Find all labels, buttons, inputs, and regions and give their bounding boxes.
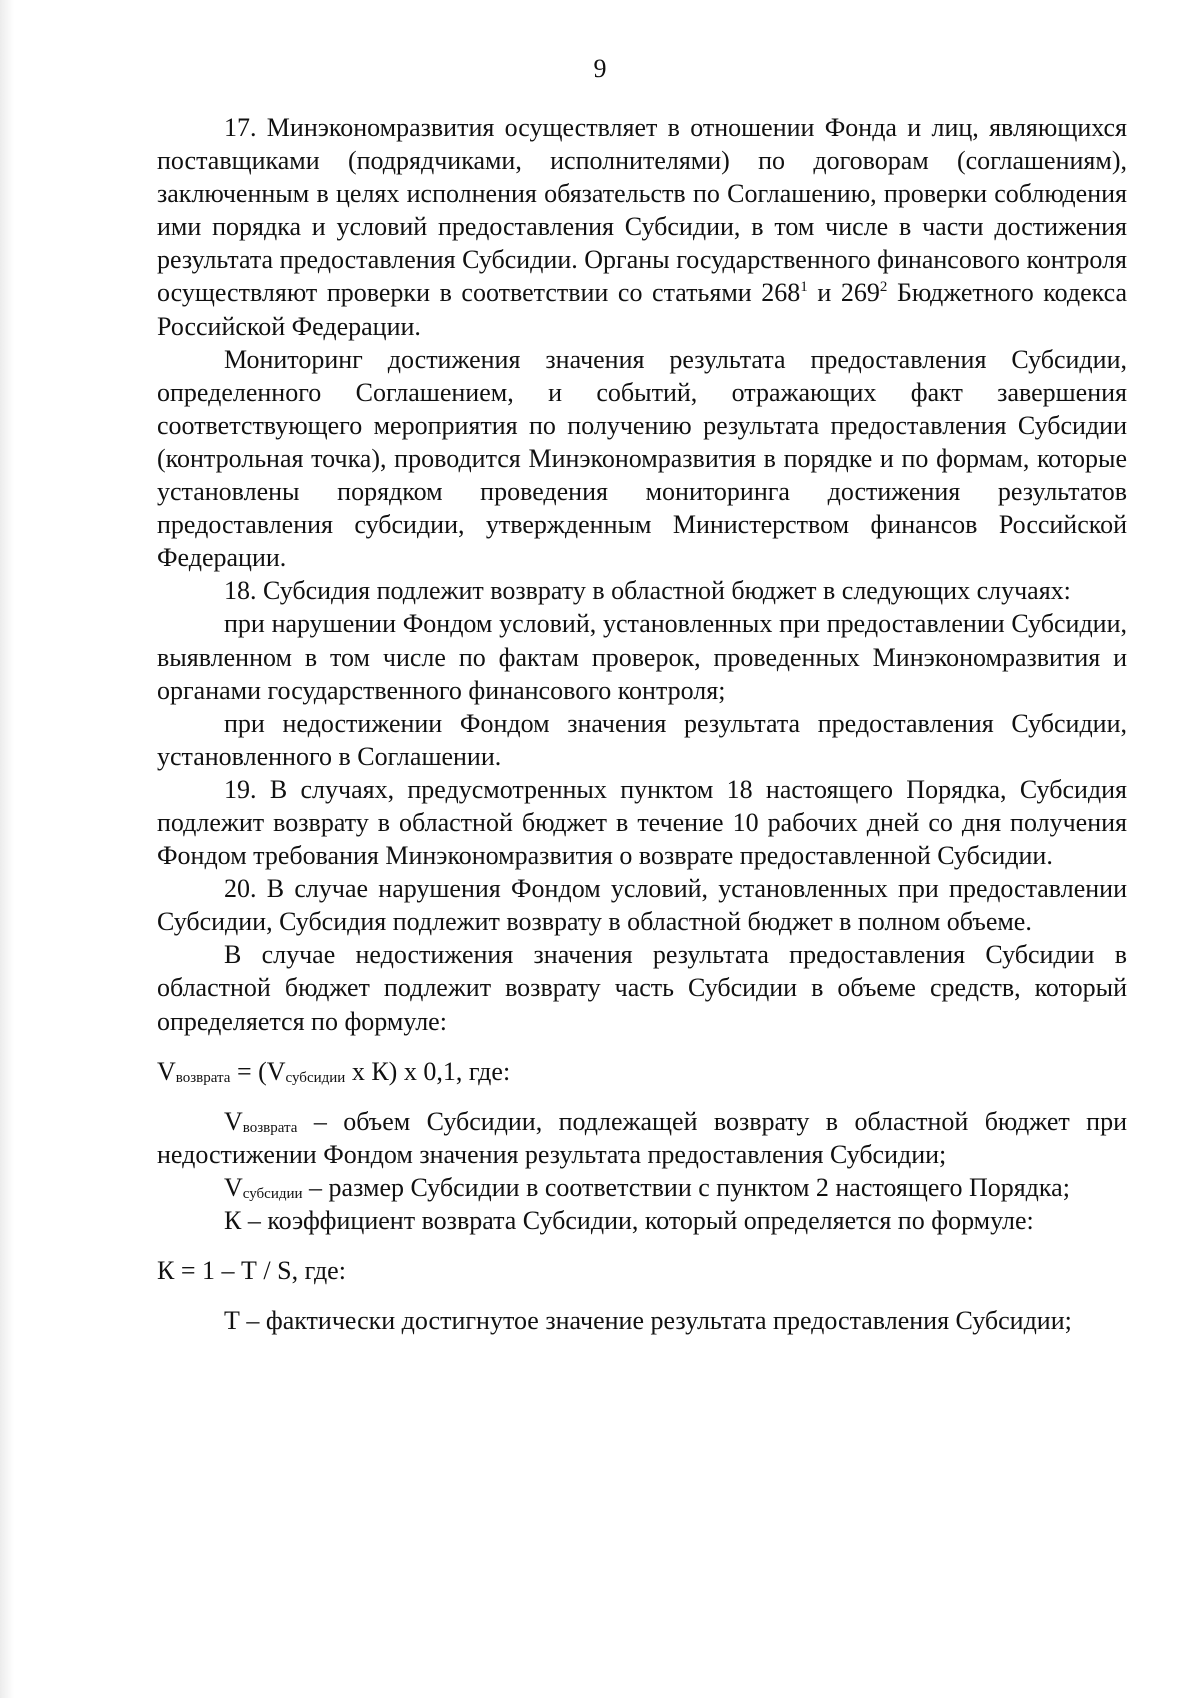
- paragraph-17-text: 17. Минэкономразвития осуществляет в отношении Фонда и лиц, являющихся поставщиками (подрядчиками, исполнителями) по договорам (соглашениям), заключенным в целях исполнения обязательств по Соглашению, проверки соблюдения ими порядка и условий предоставления Субсидии, в том числе в части достижения результата предоставления Субсидии. Органы государственного финансового контроля осуществляют проверки в соответствии со статьями 268: [157, 113, 1127, 308]
- formula-coefficient: К = 1 – Т / S, где:: [157, 1256, 346, 1286]
- formula-equals: = (V: [230, 1056, 286, 1086]
- paragraph-monitoring: Мониторинг достижения значения результата предоставления Субсидии, определенного Соглашением, и событий, отражающих факт завершения соответствующего мероприятия по получению результата предоставления Субсидии (контрольная точка), проводится Минэкономразвития в порядке и по формам, которые установлены порядком проведения мониторинга достижения результатов предоставления субсидии, утвержденным Министерством финансов Российской Федерации.: [157, 344, 1127, 573]
- document-body: [157, 111, 1127, 1337]
- formula-sub-return: возврата: [175, 1069, 231, 1086]
- paragraph-20-underachievement: В случае недостижения значения результата предоставления Субсидии в областной бюджет подлежит возврату часть Субсидии в объеме средств, который определяется по формуле:: [157, 940, 1127, 1036]
- paragraph-18-case-violation: при нарушении Фондом условий, установленных при предоставлении Субсидии, выявленном в том числе по фактам проверок, проведенных Минэкономразвития и органами государственного финансового контроля;: [157, 609, 1127, 705]
- definition-v-subsidy: [157, 1171, 1127, 1204]
- definition-t: Т – фактически достигнутое значение результата предоставления Субсидии;: [224, 1306, 1072, 1336]
- scan-edge-shadow: [0, 0, 14, 1698]
- definition-v-subsidy-sub: субсидии: [242, 1185, 303, 1202]
- definition-v-subsidy-text: – размер Субсидии в соответствии с пунктом 2 настоящего Порядка;: [302, 1172, 1070, 1202]
- formula-return-volume: [157, 1055, 1127, 1088]
- paragraph-19: 19. В случаях, предусмотренных пунктом 18 настоящего Порядка, Субсидия подлежит возврату в областной бюджет в течение 10 рабочих дней со дня получения Фондом требования Минэкономразвития о возврате предоставленной Субсидии.: [157, 774, 1127, 871]
- definition-v-return: [157, 1105, 1127, 1171]
- definition-v-return-sub: возврата: [242, 1119, 298, 1136]
- article-268-superscript: 1: [800, 279, 808, 296]
- paragraph-17-text-2: и 269: [807, 278, 880, 308]
- formula-v: V: [157, 1056, 176, 1086]
- page-number: 9: [593, 54, 607, 83]
- paragraph-17-text-3: Бюджетного кодекса Российской Федерации.: [157, 278, 1127, 341]
- paragraph-20: 20. В случае нарушения Фондом условий, установленных при предоставлении Субсидии, Субсидия подлежит возврату в областной бюджет в полном объеме.: [157, 874, 1127, 937]
- definition-k: К – коэффициент возврата Субсидии, который определяется по формуле:: [224, 1206, 1034, 1235]
- paragraph-17: [157, 111, 1127, 343]
- paragraph-18: 18. Субсидия подлежит возврату в областной бюджет в следующих случаях:: [224, 576, 1071, 606]
- article-269-superscript: 2: [879, 279, 888, 296]
- paragraph-18-case-underachievement: при недостижении Фондом значения результата предоставления Субсидии, установленного в Соглашении.: [157, 708, 1127, 771]
- definition-v: V: [224, 1106, 243, 1136]
- formula-sub-subsidy: субсидии: [285, 1069, 346, 1086]
- definition-v2: V: [224, 1172, 243, 1202]
- definition-v-return-text: – объем Субсидии, подлежащей возврату в областной бюджет при недостижении Фондом значения результата предоставления Субсидии;: [157, 1106, 1127, 1169]
- formula-tail: x К) x 0,1, где:: [345, 1056, 511, 1086]
